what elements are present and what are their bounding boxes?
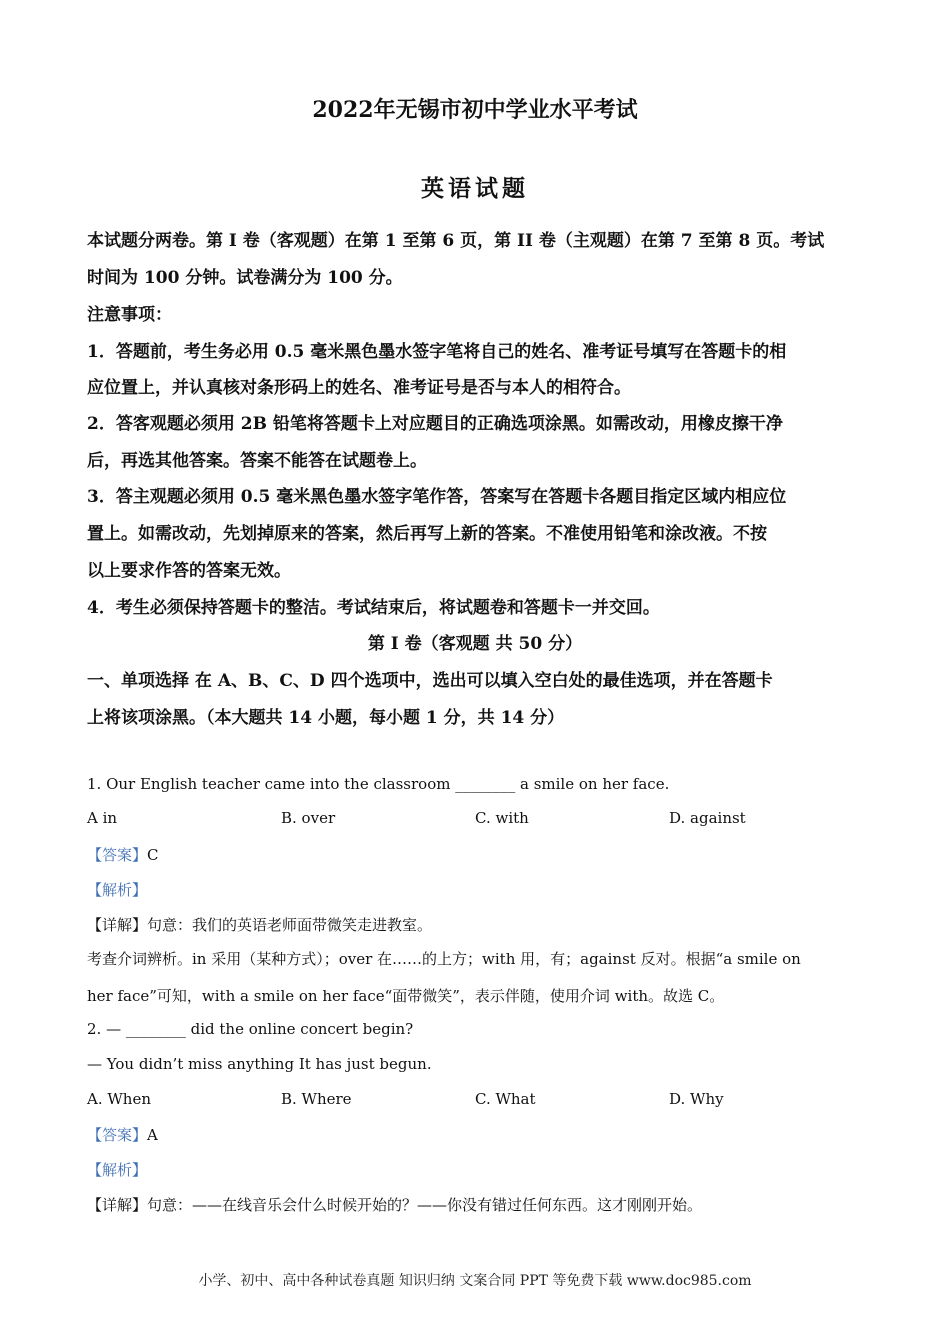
answer-value: A — [147, 1126, 158, 1144]
note-3-line-a: 3．答主观题必须用 0.5 毫米黑色墨水签字笔作答，答案写在答题卡各题目指定区域内相应位 — [87, 487, 787, 507]
q2-reply: — You didn’t miss anything It has just begun. — [87, 1055, 432, 1073]
q1-option-a: A in — [87, 809, 118, 827]
exam-title: 2022年无锡市初中学业水平考试 — [312, 97, 638, 123]
q1-explanation-a: 考查介词辨析。in 采用（某种方式）；over 在……的上方；with 用，有；against 反对。根据“a smile on — [87, 950, 801, 968]
q1-detail: 【详解】句意：我们的英语老师面带微笑走进教室。 — [87, 916, 433, 934]
q2-answer — [87, 1124, 158, 1145]
intro-line-1: 本试题分两卷。第 I 卷（客观题）在第 1 至第 6 页，第 II 卷（主观题）在第 7 至第 8 页。考试 — [87, 231, 825, 251]
exam-subtitle: 英语试题 — [421, 175, 529, 202]
q1-option-b: B. over — [281, 809, 336, 827]
q1-answer — [87, 844, 159, 865]
q2-option-b: B. Where — [281, 1090, 352, 1108]
intro-line-2: 时间为 100 分钟。试卷满分为 100 分。 — [87, 268, 403, 288]
note-2-line-b: 后，再选其他答案。答案不能答在试题卷上。 — [87, 451, 427, 471]
answer-label: 【答案】 — [87, 1126, 148, 1144]
note-4: 4．考生必须保持答题卡的整洁。考试结束后，将试题卷和答题卡一并交回。 — [87, 598, 660, 618]
part-title: 第 I 卷（客观题 共 50 分） — [367, 634, 583, 654]
q1-option-d: D. against — [669, 809, 746, 827]
note-3-line-b: 置上。如需改动，先划掉原来的答案，然后再写上新的答案。不准使用铅笔和涂改液。不按 — [87, 524, 767, 544]
q2-detail: 【详解】句意：——在线音乐会什么时候开始的？——你没有错过任何东西。这才刚刚开始。 — [87, 1196, 703, 1214]
page-footer: 小学、初中、高中各种试卷真题 知识归纳 文案合同 PPT 等免费下载 www.doc985.com — [198, 1273, 752, 1289]
q1-explanation-b: her face”可知，with a smile on her face“面带微笑”，表示伴随，使用介词 with。故选 C。 — [87, 987, 725, 1005]
q2-analysis-label: 【解析】 — [87, 1161, 148, 1179]
section-instruction-a: 一、单项选择 在 A、B、C、D 四个选项中，选出可以填入空白处的最佳选项，并在答题卡 — [87, 671, 773, 691]
q1-option-c: C. with — [475, 809, 529, 827]
answer-label: 【答案】 — [87, 846, 148, 864]
section-instruction-b: 上将该项涂黑。（本大题共 14 小题，每小题 1 分，共 14 分） — [87, 708, 565, 728]
q2-option-a: A. When — [87, 1090, 151, 1108]
note-3-line-c: 以上要求作答的答案无效。 — [87, 561, 291, 581]
q2-stem: 2. — ________ did the online concert begin? — [87, 1020, 414, 1038]
q1-stem: 1. Our English teacher came into the classroom ________ a smile on her face. — [87, 775, 670, 793]
note-1-line-b: 应位置上，并认真核对条形码上的姓名、准考证号是否与本人的相符合。 — [87, 378, 631, 398]
note-2-line-a: 2．答客观题必须用 2B 铅笔将答题卡上对应题目的正确选项涂黑。如需改动，用橡皮擦干净 — [87, 414, 783, 434]
q1-analysis-label: 【解析】 — [87, 881, 148, 899]
notes-heading: 注意事项： — [87, 305, 172, 325]
answer-value: C — [147, 846, 159, 864]
q2-option-c: C. What — [475, 1090, 536, 1108]
q2-option-d: D. Why — [669, 1090, 724, 1108]
note-1-line-a: 1．答题前，考生务必用 0.5 毫米黑色墨水签字笔将自己的姓名、准考证号填写在答题卡的相 — [87, 342, 787, 362]
